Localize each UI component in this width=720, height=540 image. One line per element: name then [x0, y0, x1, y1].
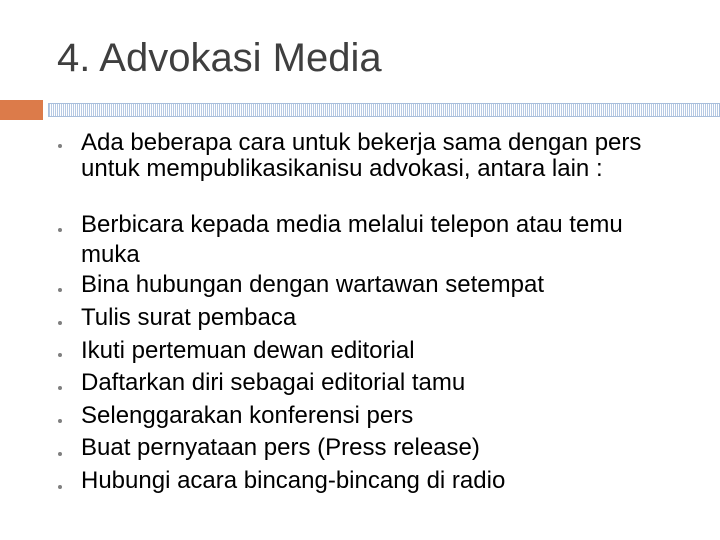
bullet-text: Daftarkan diri sebagai editorial tamu — [81, 369, 466, 396]
bullet-text: Selenggarakan konferensi pers — [81, 402, 414, 429]
bullet-text: Bina hubungan dengan wartawan setempat — [81, 271, 545, 298]
bullet-text: Tulis surat pembaca — [81, 304, 297, 331]
bullet-dot-icon — [58, 228, 62, 232]
bullet-dot-icon — [58, 288, 62, 292]
bullet-text: Berbicara kepada media melalui telepon atau temu muka — [81, 211, 623, 268]
bullet-text: Ikuti pertemuan dewan editorial — [81, 337, 415, 364]
bullet-dot-icon — [58, 386, 62, 390]
bullet-dot-icon — [58, 419, 62, 423]
slide-title: 4. Advokasi Media — [57, 36, 382, 80]
bullet-dot-icon — [58, 353, 62, 357]
bullet-text: Ada beberapa cara untuk bekerja sama dengan pers untuk mempublikasikanisu advokasi, antara lain : — [81, 129, 642, 182]
bullet-text: Hubungi acara bincang-bincang di radio — [81, 467, 506, 494]
bullet-text: Buat pernyataan pers (Press release) — [81, 434, 480, 461]
bullet-dot-icon — [58, 144, 62, 148]
bullet-dot-icon — [58, 485, 62, 489]
bullet-dot-icon — [58, 321, 62, 325]
bullet-dot-icon — [58, 452, 62, 456]
